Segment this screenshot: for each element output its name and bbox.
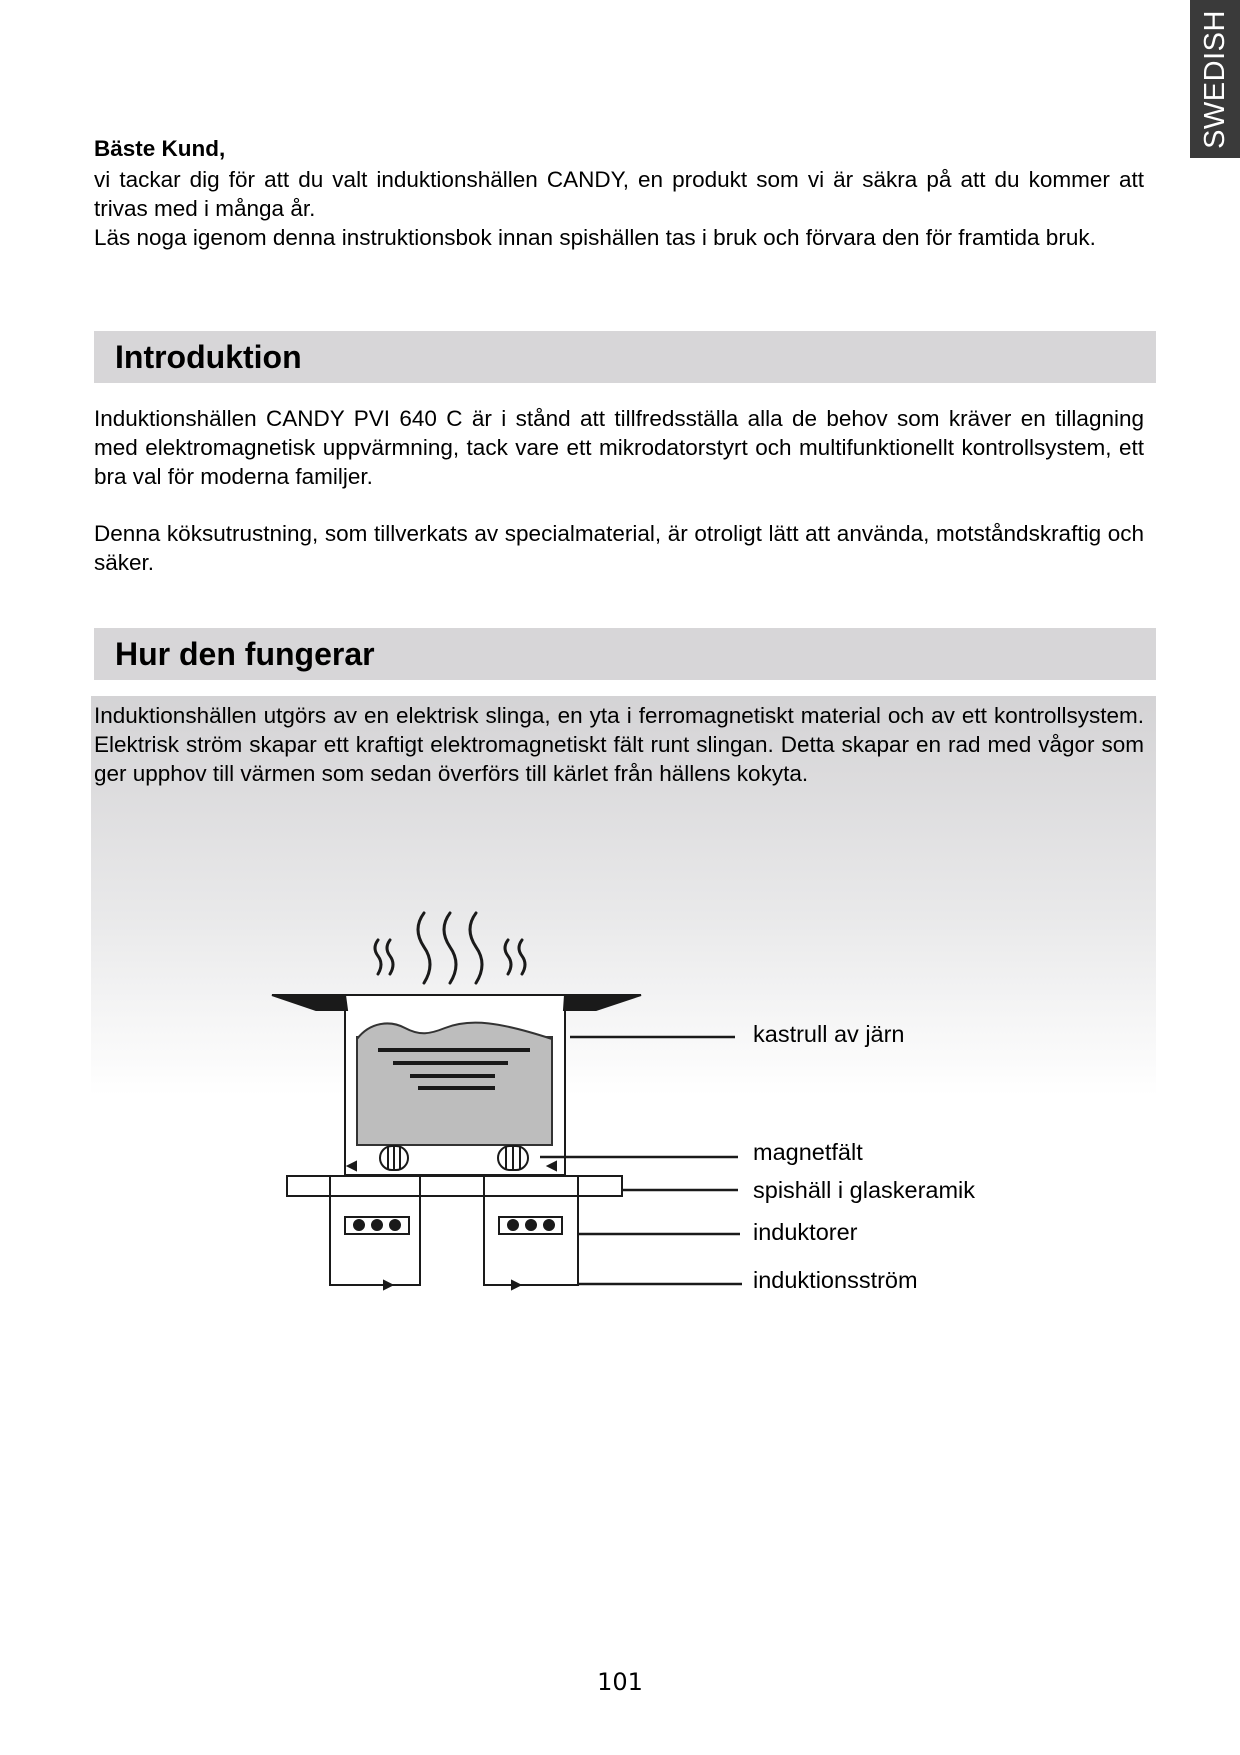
greeting: Bäste Kund, xyxy=(94,136,226,161)
page-number: 101 xyxy=(597,1668,643,1696)
label-pan: kastrull av järn xyxy=(753,1021,905,1047)
leader-lines xyxy=(540,1037,742,1284)
section-paragraph: Induktionshällen utgörs av en elektrisk slinga, en yta i ferromagnetiskt material och av ett kontrollsystem. Elektrisk ström skapar ett kraftigt elektromagnetiskt fält runt slingan. Detta skapar en rad med vågor som ger upphov till värmen som sedan överförs till kärlet från hällens kokyta. xyxy=(94,703,1144,786)
heat-waves-icon xyxy=(375,913,525,983)
section-paragraph: Denna köksutrustning, som tillverkats av specialmaterial, är otroligt lätt att använda, motståndskraftig och säker. xyxy=(94,521,1144,575)
section-title: Hur den fungerar xyxy=(115,635,375,672)
intro-paragraph-1: vi tackar dig för att du valt induktionshällen CANDY, en produkt som vi är säkra på att du kommer att trivas med i många år. xyxy=(94,167,1144,221)
label-induction-current: induktionsström xyxy=(753,1267,918,1293)
label-inductors: induktorer xyxy=(753,1219,858,1245)
label-glass-ceramic: spishäll i glaskeramik xyxy=(753,1177,976,1203)
glass-ceramic-hob-icon xyxy=(287,1176,622,1196)
label-magnetic-field: magnetfält xyxy=(753,1139,863,1165)
intro-paragraph-2: Läs noga igenom denna instruktionsbok innan spishällen tas i bruk och förvara den för framtida bruk. xyxy=(94,225,1096,250)
language-tab-label: SWEDISH xyxy=(1198,9,1231,149)
section-paragraph: Induktionshällen CANDY PVI 640 C är i stånd att tillfredsställa alla de behov som kräver en tillagning med elektromagnetisk uppvärmning, tack vare ett mikrodatorstyrt och multifunktionellt kontrollsystem, ett bra val för moderna familjer. xyxy=(94,406,1144,489)
section-title: Introduktion xyxy=(115,338,302,375)
iron-pan-icon xyxy=(272,995,641,1175)
